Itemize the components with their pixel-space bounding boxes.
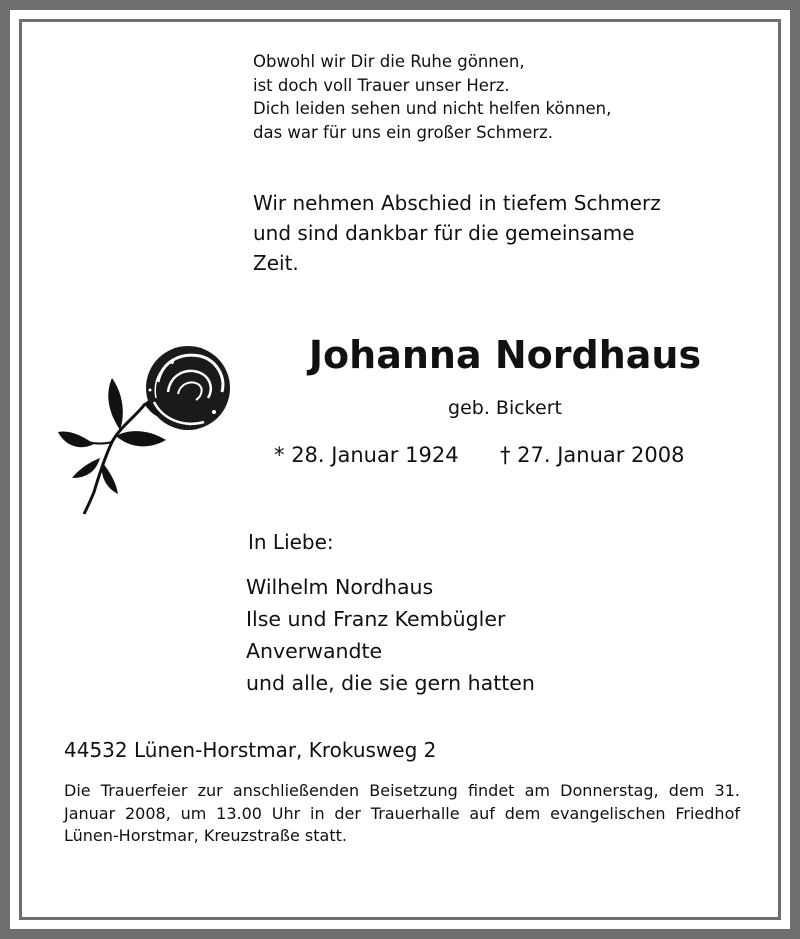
ceremony-text: Die Trauerfeier zur anschließenden Beisetzung findet am Donnerstag, dem 31. Januar 2008, um 13.00 Uhr in der Trauerhalle auf dem evangelischen Friedhof Lünen-Horstmar, Kreuzstraße statt. (64, 781, 740, 845)
farewell-line: und sind dankbar für die gemeinsame (253, 221, 635, 245)
poem-line: Dich leiden sehen und nicht helfen können, (253, 99, 612, 118)
death-date: 27. Januar 2008 (517, 443, 685, 467)
farewell-line: Zeit. (253, 251, 299, 275)
poem-line: das war für uns ein großer Schmerz. (253, 122, 554, 142)
mourner-name: Wilhelm Nordhaus (246, 575, 434, 599)
address: 44532 Lünen-Horstmar, Krokusweg 2 (64, 738, 437, 762)
farewell-line: Wir nehmen Abschied in tiefem Schmerz (253, 191, 661, 215)
death-symbol: † (499, 443, 511, 467)
poem (253, 50, 611, 144)
obituary-notice (10, 10, 790, 929)
ceremony-info (64, 780, 740, 848)
mourners-heading: In Liebe: (248, 530, 334, 554)
poem-line: ist doch voll Trauer unser Herz. (253, 75, 510, 95)
deceased-name: Johanna Nordhaus (308, 333, 702, 377)
poem-line: Obwohl wir Dir die Ruhe gönnen, (253, 52, 525, 71)
rose-icon (50, 332, 230, 517)
life-dates (274, 440, 685, 470)
maiden-name: geb. Bickert (448, 397, 562, 419)
mourner-name: Anverwandte (246, 639, 383, 663)
birth-date: 28. Januar 1924 (291, 443, 459, 467)
farewell-text (253, 188, 661, 278)
mourners-list (246, 571, 535, 699)
mourner-name: Ilse und Franz Kembügler (246, 607, 506, 631)
mourner-name: und alle, die sie gern hatten (246, 671, 535, 695)
birth-symbol: * (274, 443, 285, 467)
